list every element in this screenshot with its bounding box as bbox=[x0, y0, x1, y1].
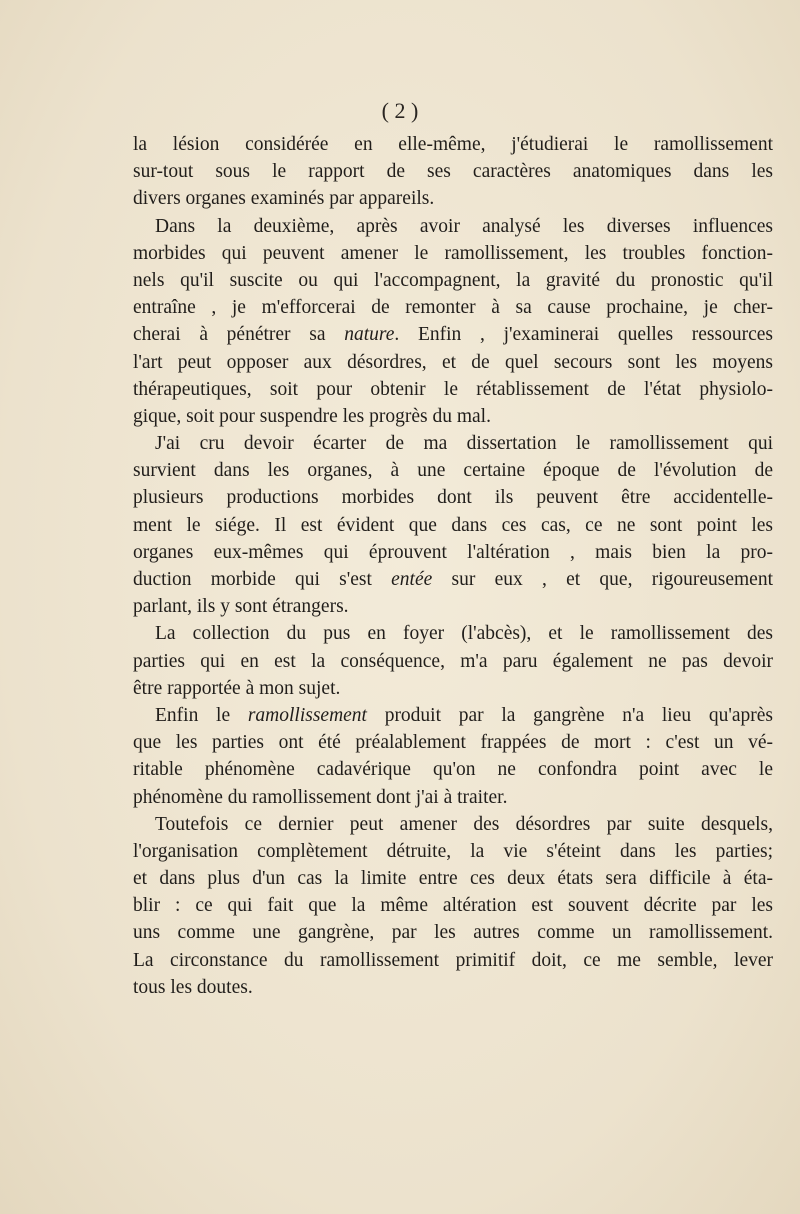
text-line: phénomène du ramollissement dont j'ai à traiter. bbox=[133, 786, 508, 808]
italic-term: entée bbox=[391, 569, 433, 590]
text-line: survient dans les organes, à une certaine époque de l'évolution de bbox=[133, 460, 773, 482]
text-line: J'ai cru devoir écarter de ma dissertation le ramollissement qui bbox=[155, 433, 773, 455]
text-segment: . Enfin , j'examinerai quelles ressources bbox=[394, 324, 773, 346]
text-line: nels qu'il suscite ou qui l'accompagnent, la gravité du pronostic qu'il bbox=[133, 269, 773, 291]
italic-term: ramollissement bbox=[247, 704, 367, 726]
text-segment: sur eux , et que, rigoureusement bbox=[432, 569, 774, 590]
text-line: Dans la deuxième, après avoir analysé les diverses influences bbox=[155, 215, 773, 237]
italic-term: nature bbox=[344, 324, 395, 346]
text-segment: produit par la gangrène n'a lieu qu'après bbox=[366, 704, 773, 726]
body-text bbox=[133, 131, 773, 1001]
text-line: la lésion considérée en elle-même, j'étudierai le ramollissement bbox=[133, 134, 773, 155]
text-line: organes eux-mêmes qui éprouvent l'altération , mais bien la pro- bbox=[133, 541, 773, 563]
text-line bbox=[133, 321, 773, 348]
text-line: La collection du pus en foyer (l'abcès), et le ramollissement des bbox=[155, 623, 773, 645]
text-line: parlant, ils y sont étrangers. bbox=[133, 596, 349, 618]
text-line: être rapportée à mon sujet. bbox=[133, 677, 341, 699]
text-line: thérapeutiques, soit pour obtenir le rétablissement de l'état physiolo- bbox=[133, 378, 773, 400]
text-line: parties qui en est la conséquence, m'a paru également ne pas devoir bbox=[133, 650, 773, 672]
text-line: gique, soit pour suspendre les progrès du mal. bbox=[133, 405, 491, 427]
text-line: et dans plus d'un cas la limite entre ces deux états sera difficile à éta- bbox=[133, 868, 773, 890]
text-line: l'art peut opposer aux désordres, et de quel secours sont les moyens bbox=[133, 351, 773, 373]
text-line: morbides qui peuvent amener le ramollissement, les troubles fonction- bbox=[133, 242, 773, 264]
text-line: l'organisation complètement détruite, la vie s'éteint dans les parties; bbox=[133, 840, 773, 862]
text-line bbox=[133, 566, 773, 593]
text-line: plusieurs productions morbides dont ils peuvent être accidentelle- bbox=[133, 487, 773, 509]
text-line: sur-tout sous le rapport de ses caractères anatomiques dans les bbox=[133, 161, 773, 183]
text-line: tous les doutes. bbox=[133, 976, 253, 998]
text-line bbox=[133, 702, 773, 729]
page-number: ( 2 ) bbox=[381, 98, 419, 123]
text-line: divers organes examinés par appareils. bbox=[133, 188, 435, 210]
text-line: uns comme une gangrène, par les autres comme un ramollissement. bbox=[133, 922, 773, 944]
text-line: La circonstance du ramollissement primitif doit, ce me semble, lever bbox=[133, 949, 773, 971]
text-line: que les parties ont été préalablement frappées de mort : c'est un vé- bbox=[133, 732, 773, 754]
text-line: ment le siége. Il est évident que dans ces cas, ce ne sont point les bbox=[133, 514, 773, 536]
text-line: blir : ce qui fait que la même altération est souvent décrite par les bbox=[133, 895, 773, 917]
text-line: ritable phénomène cadavérique qu'on ne confondra point avec le bbox=[133, 759, 773, 781]
text-line: Toutefois ce dernier peut amener des désordres par suite desquels, bbox=[155, 813, 773, 835]
text-segment: cherai à pénétrer sa bbox=[133, 324, 345, 346]
text-line: entraîne , je m'efforcerai de remonter à sa cause prochaine, je cher- bbox=[133, 297, 773, 319]
text-segment: duction morbide qui s'est bbox=[133, 569, 392, 590]
text-segment: Enfin le bbox=[155, 704, 248, 726]
